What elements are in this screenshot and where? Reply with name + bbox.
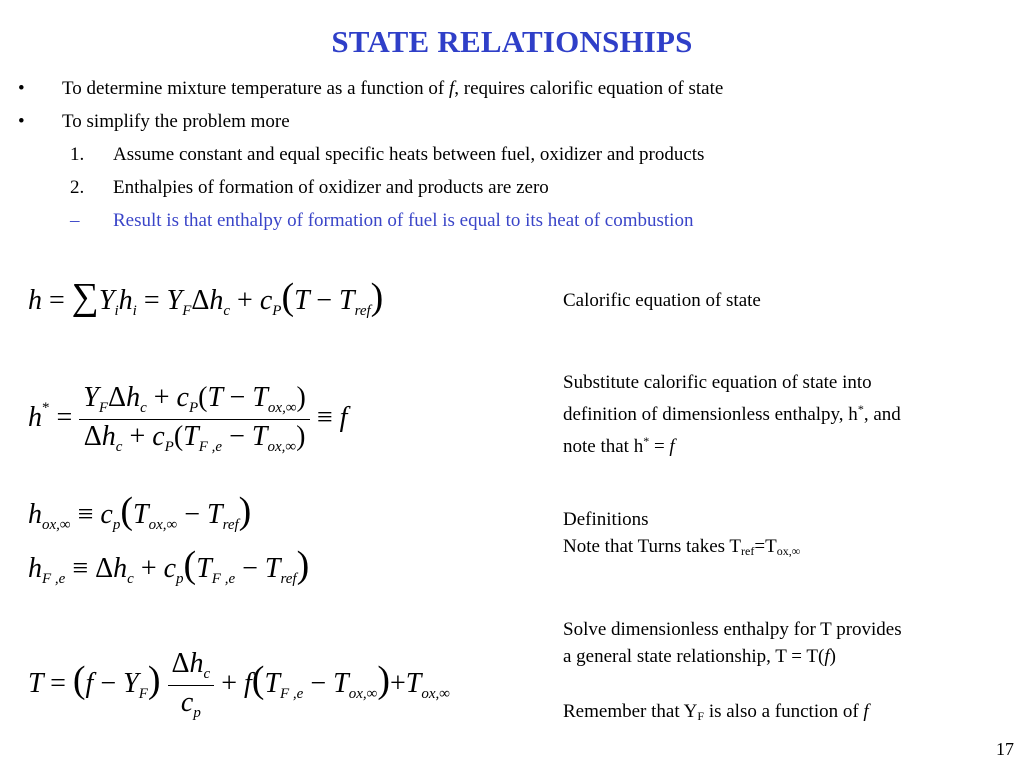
numbered-text: Assume constant and equal specific heats between fuel, oxidizer and products	[113, 144, 705, 165]
equation-calorific: $h = \sum Y_ih_i = Y_F\Delta h_c + c_P(T - T_{ref})$	[28, 276, 384, 319]
number-marker: 1.	[70, 144, 85, 165]
numbered-item	[18, 138, 1008, 171]
dash-marker: –	[70, 210, 80, 231]
equation-h-ox: $h_{ox,\infty} \equiv c_p(T_{ox,\infty} - T_{ref})$	[28, 490, 252, 533]
number-marker: 2.	[70, 177, 85, 198]
numbered-item	[18, 171, 1008, 204]
page-title: STATE RELATIONSHIPS	[331, 24, 693, 59]
equation-temperature: $T = (f - Y_F)$ $\frac{\Delta h_c}{c_p}$ + $f(T_{F ,e} - T_{ox,\infty})+T_{ox,\infty}$	[28, 648, 450, 721]
dash-text: Result is that enthalpy of formation of fuel is equal to its heat of combustion	[113, 210, 694, 231]
bullet-marker: •	[18, 78, 25, 99]
bullet-list	[18, 72, 1008, 237]
equation-h-fuel: $h_{F ,e} \equiv \Delta h_c + c_p(T_{F ,e} - T_{ref})$	[28, 544, 310, 587]
note-calorific: Calorific equation of state	[563, 290, 761, 311]
bullet-item	[18, 105, 1008, 138]
numbered-text: Enthalpies of formation of oxidizer and products are zero	[113, 177, 549, 198]
equation-dimensionless-enthalpy: h* = $\frac{Y_F\Delta h_c + c_P(T - T_{ox,\infty})}{\Delta h_c + c_P(T_{F ,e} - T_{ox,\infty})}$ ≡ f	[28, 382, 348, 455]
bullet-marker: •	[18, 111, 25, 132]
bullet-item	[18, 72, 1008, 105]
note-substitute: Substitute calorific equation of state into definition of dimensionless enthalpy, h*, and note that h* = f	[563, 372, 901, 457]
dash-item	[18, 204, 1008, 237]
bullet-text: To determine mixture temperature as a function of f, requires calorific equation of state	[62, 78, 724, 99]
note-remember: Remember that $Y_F$ is also a function of f	[563, 701, 869, 723]
note-definitions: Definitions Note that Turns takes $T_{ref}=T_{ox,\infty}$	[563, 509, 801, 558]
bullet-text: To simplify the problem more	[62, 111, 290, 132]
note-solve: Solve dimensionless enthalpy for T provides a general state relationship, T = T(f)	[563, 619, 902, 667]
page-number: 17	[996, 739, 1014, 759]
